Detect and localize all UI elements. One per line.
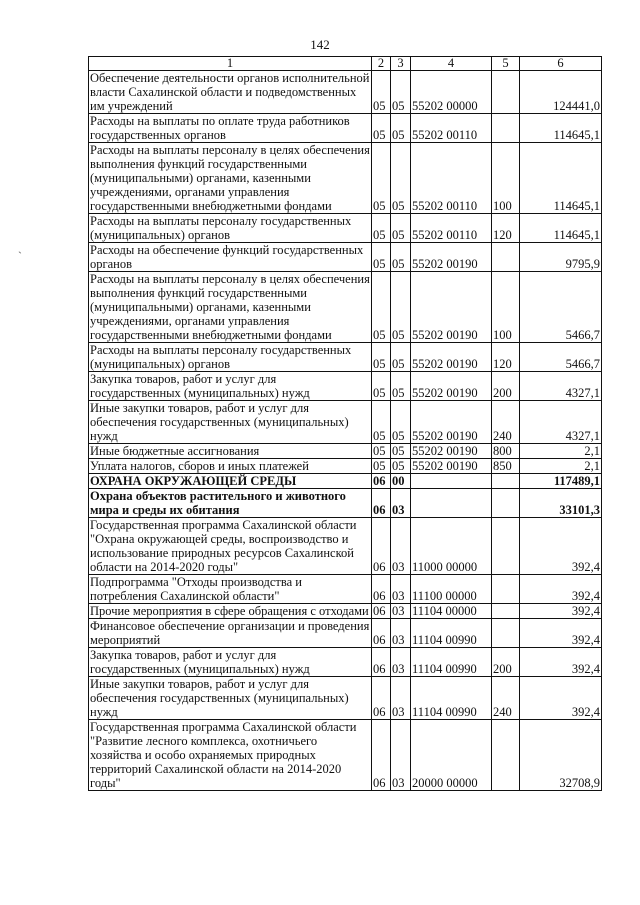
row-subsection: 05 xyxy=(391,343,411,372)
row-expense-type: 120 xyxy=(492,214,520,243)
row-subsection: 03 xyxy=(391,604,411,619)
row-expense-type: 800 xyxy=(492,444,520,459)
row-expense-type: 100 xyxy=(492,272,520,343)
row-subsection: 03 xyxy=(391,619,411,648)
row-name: Расходы на выплаты персоналу государственных (муниципальных) органов xyxy=(89,214,372,243)
row-subsection: 05 xyxy=(391,214,411,243)
row-section: 06 xyxy=(372,604,391,619)
table-row xyxy=(89,648,602,677)
row-subsection: 05 xyxy=(391,71,411,114)
row-section: 05 xyxy=(372,243,391,272)
row-subsection: 03 xyxy=(391,518,411,575)
table-row xyxy=(89,214,602,243)
row-amount: 392,4 xyxy=(520,619,602,648)
row-section: 05 xyxy=(372,143,391,214)
row-target-article: 11104 00000 xyxy=(411,604,492,619)
row-section: 05 xyxy=(372,372,391,401)
row-section: 06 xyxy=(372,518,391,575)
table-row xyxy=(89,619,602,648)
row-expense-type: 120 xyxy=(492,343,520,372)
scan-mark: ` xyxy=(18,249,22,263)
row-amount: 9795,9 xyxy=(520,243,602,272)
row-target-article: 55202 00110 xyxy=(411,114,492,143)
row-name: Иные закупки товаров, работ и услуг для обеспечения государственных (муниципальных) нужд xyxy=(89,401,372,444)
header-col-6: 6 xyxy=(520,57,602,71)
table-row xyxy=(89,720,602,791)
row-expense-type xyxy=(492,114,520,143)
row-section: 05 xyxy=(372,444,391,459)
row-name: Государственная программа Сахалинской области "Охрана окружающей среды, воспроизводство и использование природных ресурсов Сахалинской области на 2014-2020 годы" xyxy=(89,518,372,575)
row-amount: 114645,1 xyxy=(520,114,602,143)
row-expense-type: 200 xyxy=(492,648,520,677)
row-name: Расходы на выплаты по оплате труда работников государственных органов xyxy=(89,114,372,143)
row-expense-type xyxy=(492,474,520,489)
row-name: Государственная программа Сахалинской области "Развитие лесного комплекса, охотничьего хозяйства и особо охраняемых природных территорий Сахалинской области на 2014-2020 годы" xyxy=(89,720,372,791)
row-name: Расходы на выплаты персоналу государственных (муниципальных) органов xyxy=(89,343,372,372)
row-section: 05 xyxy=(372,214,391,243)
row-amount: 114645,1 xyxy=(520,143,602,214)
row-section: 06 xyxy=(372,677,391,720)
row-amount: 392,4 xyxy=(520,648,602,677)
header-col-3: 3 xyxy=(391,57,411,71)
row-name: Охрана объектов растительного и животного мира и среды их обитания xyxy=(89,489,372,518)
row-expense-type: 100 xyxy=(492,143,520,214)
row-section: 05 xyxy=(372,343,391,372)
table-row xyxy=(89,143,602,214)
row-expense-type xyxy=(492,489,520,518)
row-name: Расходы на обеспечение функций государственных органов xyxy=(89,243,372,272)
table-row xyxy=(89,474,602,489)
row-section: 05 xyxy=(372,459,391,474)
table-row xyxy=(89,401,602,444)
row-amount: 5466,7 xyxy=(520,272,602,343)
row-amount: 392,4 xyxy=(520,518,602,575)
row-expense-type xyxy=(492,604,520,619)
row-section: 05 xyxy=(372,114,391,143)
row-name: Уплата налогов, сборов и иных платежей xyxy=(89,459,372,474)
row-subsection: 05 xyxy=(391,272,411,343)
row-amount: 2,1 xyxy=(520,444,602,459)
row-subsection: 05 xyxy=(391,459,411,474)
row-amount: 114645,1 xyxy=(520,214,602,243)
table-row xyxy=(89,575,602,604)
row-amount: 392,4 xyxy=(520,604,602,619)
row-section: 06 xyxy=(372,619,391,648)
row-target-article: 55202 00190 xyxy=(411,243,492,272)
row-expense-type: 200 xyxy=(492,372,520,401)
row-name: Расходы на выплаты персоналу в целях обеспечения выполнения функций государственными (муниципальными) органами, казенными учреждениями, органами управления государственными внебюджетными фондами xyxy=(90,143,370,213)
row-target-article: 55202 00110 xyxy=(411,214,492,243)
row-expense-type xyxy=(492,720,520,791)
row-amount: 33101,3 xyxy=(520,489,602,518)
row-expense-type xyxy=(492,619,520,648)
row-amount: 117489,1 xyxy=(520,474,602,489)
row-expense-type: 240 xyxy=(492,677,520,720)
row-target-article: 55202 00190 xyxy=(411,343,492,372)
row-amount: 5466,7 xyxy=(520,343,602,372)
row-section: 06 xyxy=(372,489,391,518)
header-col-5: 5 xyxy=(492,57,520,71)
table-row xyxy=(89,343,602,372)
row-expense-type: 240 xyxy=(492,401,520,444)
budget-table xyxy=(88,56,602,791)
row-target-article: 55202 00190 xyxy=(411,459,492,474)
row-target-article: 55202 00190 xyxy=(411,401,492,444)
row-section: 05 xyxy=(372,71,391,114)
row-subsection: 05 xyxy=(391,143,411,214)
table-body xyxy=(89,71,602,791)
row-expense-type xyxy=(492,71,520,114)
row-amount: 392,4 xyxy=(520,677,602,720)
row-section: 06 xyxy=(372,575,391,604)
header-col-1: 1 xyxy=(89,57,372,71)
row-section: 05 xyxy=(372,401,391,444)
row-target-article: 11104 00990 xyxy=(411,648,492,677)
row-target-article: 11000 00000 xyxy=(411,518,492,575)
row-name: Обеспечение деятельности органов исполнительной власти Сахалинской области и подведомственных им учреждений xyxy=(89,71,372,114)
row-amount: 2,1 xyxy=(520,459,602,474)
row-subsection: 05 xyxy=(391,243,411,272)
row-name: Иные бюджетные ассигнования xyxy=(89,444,372,459)
table-row xyxy=(89,604,602,619)
row-name: Прочие мероприятия в сфере обращения с отходами xyxy=(89,604,372,619)
row-name: Подпрограмма "Отходы производства и потребления Сахалинской области" xyxy=(89,575,372,604)
row-amount: 392,4 xyxy=(520,575,602,604)
header-col-2: 2 xyxy=(372,57,391,71)
row-target-article xyxy=(411,474,492,489)
row-amount: 32708,9 xyxy=(520,720,602,791)
row-name: ОХРАНА ОКРУЖАЮЩЕЙ СРЕДЫ xyxy=(89,474,372,489)
table-row xyxy=(89,489,602,518)
row-target-article: 55202 00110 xyxy=(411,143,492,214)
row-target-article: 11104 00990 xyxy=(411,619,492,648)
row-target-article xyxy=(411,489,492,518)
row-target-article: 11100 00000 xyxy=(411,575,492,604)
table-row xyxy=(89,272,602,343)
row-name: Закупка товаров, работ и услуг для государственных (муниципальных) нужд xyxy=(89,372,372,401)
table-row xyxy=(89,243,602,272)
page-number: 142 xyxy=(310,37,330,52)
row-subsection: 03 xyxy=(391,575,411,604)
row-target-article: 20000 00000 xyxy=(411,720,492,791)
row-section: 06 xyxy=(372,648,391,677)
table-row xyxy=(89,372,602,401)
row-expense-type xyxy=(492,575,520,604)
row-section: 06 xyxy=(372,720,391,791)
row-target-article: 55202 00190 xyxy=(411,272,492,343)
row-amount: 124441,0 xyxy=(520,71,602,114)
row-expense-type xyxy=(492,518,520,575)
table-row xyxy=(89,459,602,474)
table-row xyxy=(89,518,602,575)
row-subsection: 05 xyxy=(391,401,411,444)
row-target-article: 55202 00190 xyxy=(411,372,492,401)
row-amount: 4327,1 xyxy=(520,401,602,444)
row-amount: 4327,1 xyxy=(520,372,602,401)
row-subsection: 05 xyxy=(391,444,411,459)
header-col-4: 4 xyxy=(411,57,492,71)
row-target-article: 11104 00990 xyxy=(411,677,492,720)
table-row xyxy=(89,444,602,459)
row-subsection: 05 xyxy=(391,114,411,143)
row-subsection: 03 xyxy=(391,677,411,720)
row-subsection: 03 xyxy=(391,489,411,518)
row-name: Расходы на выплаты персоналу в целях обеспечения выполнения функций государственными (муниципальными) органами, казенными учреждениями, органами управления государственными внебюджетными фондами xyxy=(90,272,370,342)
table-header-row xyxy=(89,57,602,71)
table-row xyxy=(89,71,602,114)
row-subsection: 03 xyxy=(391,720,411,791)
row-subsection: 03 xyxy=(391,648,411,677)
row-section: 05 xyxy=(372,272,391,343)
row-name: Иные закупки товаров, работ и услуг для обеспечения государственных (муниципальных) нужд xyxy=(89,677,372,720)
table-row xyxy=(89,677,602,720)
row-name: Закупка товаров, работ и услуг для государственных (муниципальных) нужд xyxy=(89,648,372,677)
row-subsection: 05 xyxy=(391,372,411,401)
row-expense-type xyxy=(492,243,520,272)
row-name: Финансовое обеспечение организации и проведения мероприятий xyxy=(89,619,372,648)
row-target-article: 55202 00000 xyxy=(411,71,492,114)
row-subsection: 00 xyxy=(391,474,411,489)
row-expense-type: 850 xyxy=(492,459,520,474)
row-section: 06 xyxy=(372,474,391,489)
table-row xyxy=(89,114,602,143)
row-target-article: 55202 00190 xyxy=(411,444,492,459)
